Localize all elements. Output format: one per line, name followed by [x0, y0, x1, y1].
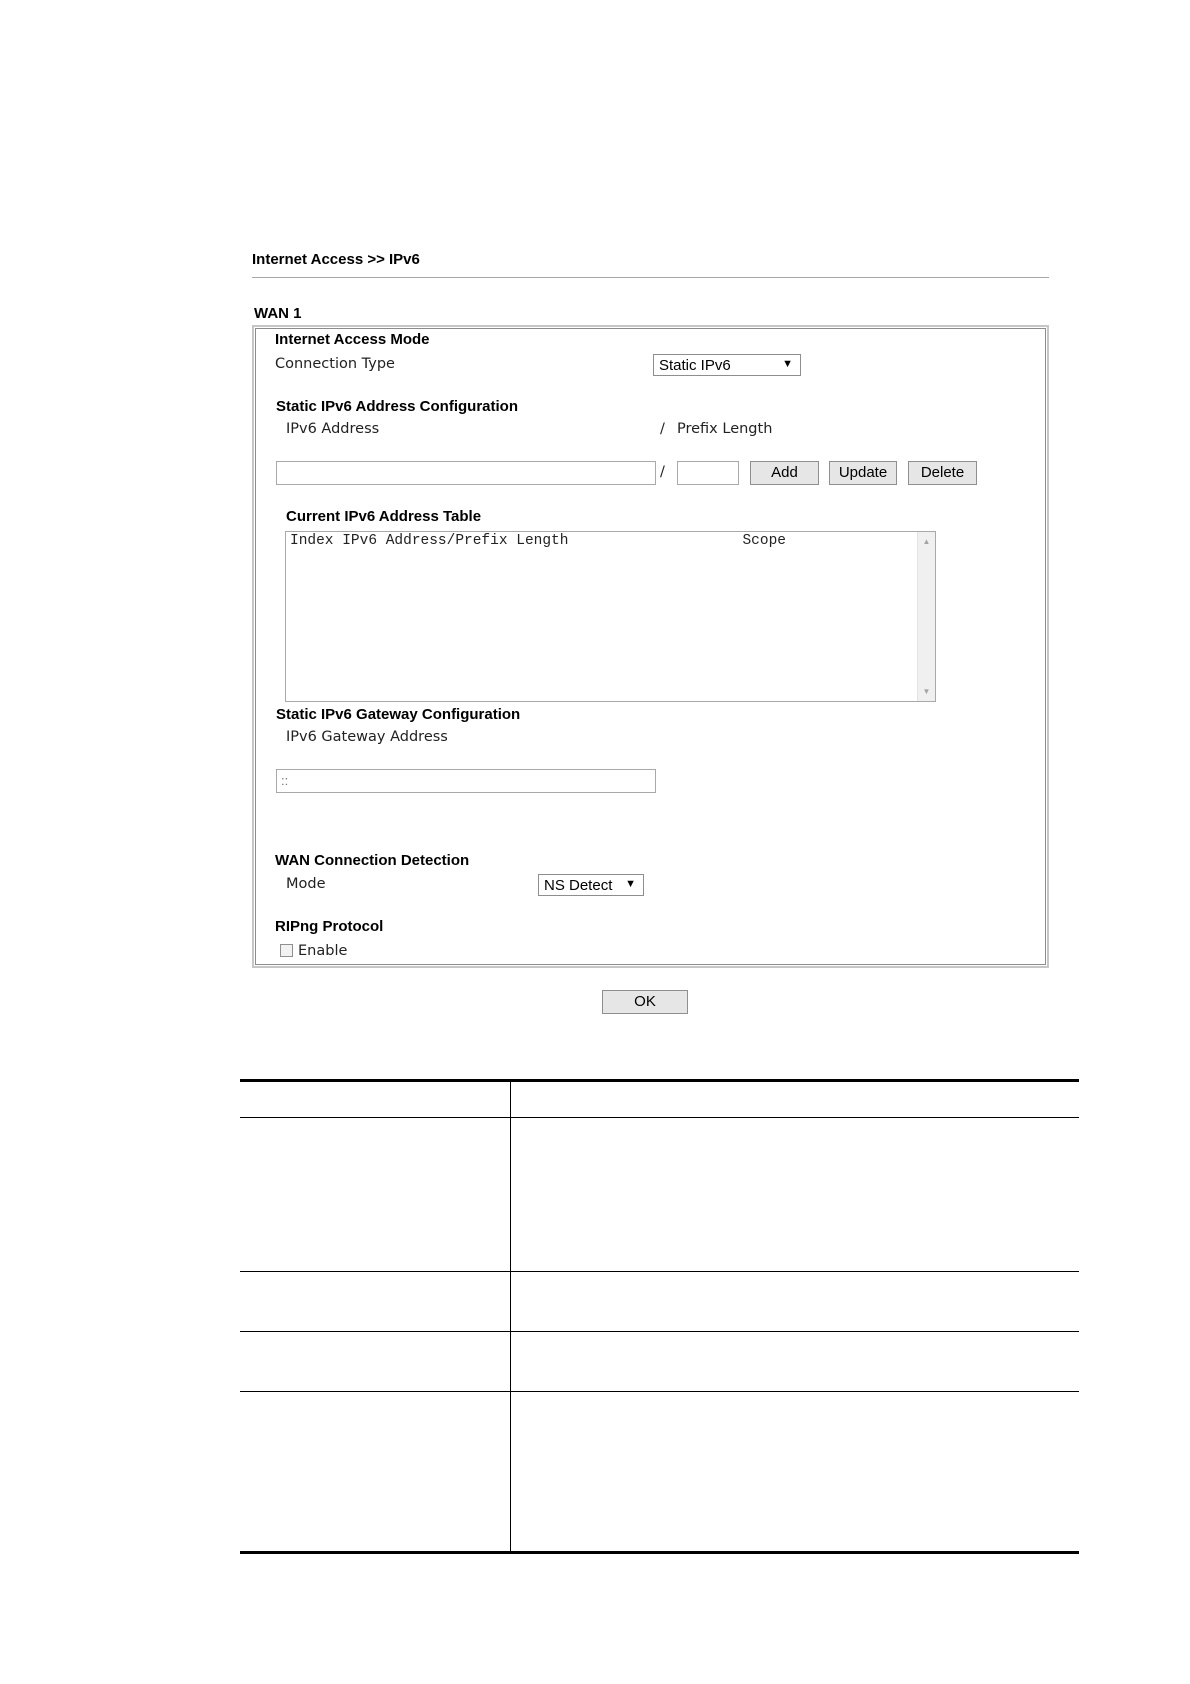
prefix-length-input[interactable] [677, 461, 739, 485]
gateway-heading: Static IPv6 Gateway Configuration [276, 706, 521, 723]
table-row-divider [240, 1391, 1079, 1392]
prefix-length-label: Prefix Length [677, 421, 773, 437]
table-header-rule [240, 1117, 1079, 1118]
detection-mode-label: Mode [286, 876, 326, 892]
address-table-listbox[interactable] [285, 531, 936, 702]
triangle-down-icon: ▼ [782, 358, 793, 370]
ripng-enable-label: Enable [298, 943, 348, 959]
table-row-divider [240, 1331, 1079, 1332]
wan-title: WAN 1 [254, 305, 302, 322]
static-address-heading: Static IPv6 Address Configuration [276, 398, 518, 415]
breadcrumb: Internet Access >> IPv6 [252, 251, 420, 268]
internet-access-mode-heading: Internet Access Mode [275, 331, 430, 348]
ipv6-address-label: IPv6 Address [286, 421, 380, 437]
add-button[interactable]: Add [750, 461, 819, 485]
detection-heading: WAN Connection Detection [275, 852, 470, 869]
address-table-header: Index IPv6 Address/Prefix Length Scope [290, 533, 786, 549]
table-row-divider [240, 1271, 1079, 1272]
table-top-rule [240, 1079, 1079, 1082]
detection-mode-value: NS Detect [544, 877, 613, 894]
gateway-address-input[interactable]: :: [276, 769, 656, 793]
address-table-heading: Current IPv6 Address Table [286, 508, 482, 525]
ok-button[interactable]: OK [602, 990, 688, 1014]
ripng-enable-checkbox[interactable] [280, 944, 293, 957]
connection-type-label: Connection Type [275, 356, 395, 372]
triangle-down-icon: ▼ [625, 878, 636, 890]
connection-type-select[interactable] [653, 354, 801, 376]
ripng-heading: RIPng Protocol [275, 918, 384, 935]
scroll-up-arrow-icon[interactable]: ▲ [922, 537, 931, 546]
header-divider [252, 277, 1049, 278]
gateway-address-label: IPv6 Gateway Address [286, 729, 448, 745]
detection-mode-select[interactable] [538, 874, 644, 896]
description-table [240, 1079, 1079, 1554]
delete-button[interactable]: Delete [908, 461, 977, 485]
table-bottom-rule [240, 1551, 1079, 1554]
connection-type-value: Static IPv6 [659, 357, 731, 374]
ipv6-address-input[interactable] [276, 461, 656, 485]
input-separator: / [660, 464, 665, 480]
listbox-scrollbar[interactable] [917, 532, 935, 701]
update-button[interactable]: Update [829, 461, 897, 485]
table-column-divider [510, 1079, 511, 1554]
scroll-down-arrow-icon[interactable]: ▼ [922, 687, 931, 696]
prefix-separator: / [660, 421, 665, 437]
